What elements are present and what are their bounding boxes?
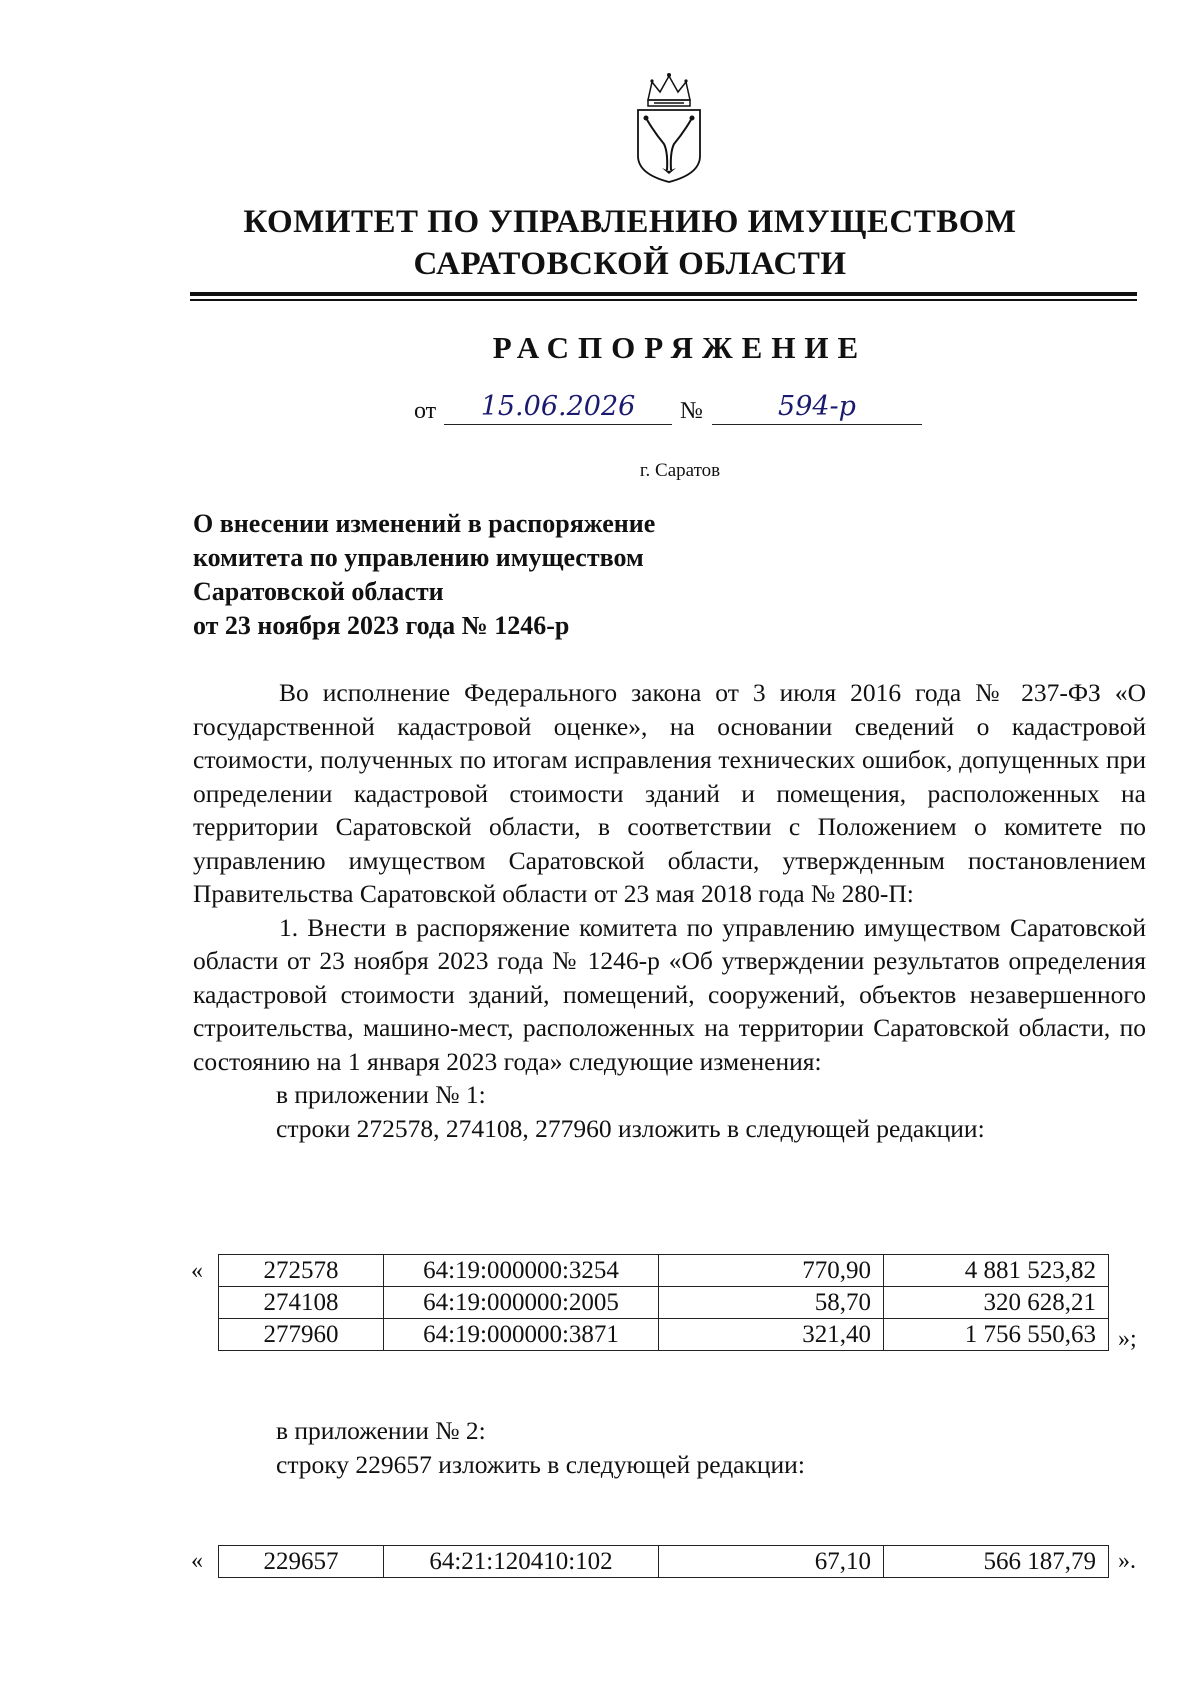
- preamble-paragraph: Во исполнение Федерального закона от 3 июля 2016 года № 237-ФЗ «О государственной кадастровой оценке», на основании сведений о кадастровой стоимости, полученных по итогам исправления технических ошибок, допущенных при определении кадастровой стоимости зданий и помещения, расположенных на территории Саратовской области, в соответствии с Положением о комитете по управлению имуществом Саратовской области, утвержденным постановлением Правительства Саратовской области от 23 мая 2018 года № 280-П:: [193, 678, 1146, 908]
- appendix-1-table: [218, 1254, 1109, 1351]
- table-row: [219, 1319, 1109, 1351]
- table-cell: 4 881 523,82: [884, 1255, 1109, 1287]
- city: г. Саратов: [639, 460, 721, 481]
- number-label: №: [680, 398, 703, 424]
- appendix-2-table: [218, 1545, 1109, 1578]
- table-cell: 229657: [219, 1546, 384, 1578]
- header-rule-thin: [190, 299, 1137, 301]
- date-value: 15.06.2026: [444, 390, 672, 425]
- appendix-1-rows-label: строки 272578, 274108, 277960 изложить в следующей редакции:: [276, 1113, 985, 1143]
- open-quote: «: [191, 1258, 203, 1284]
- appendix-1-label: в приложении № 1:: [276, 1080, 486, 1109]
- table-cell: 321,40: [659, 1319, 884, 1351]
- table-cell: 64:21:120410:102: [384, 1546, 659, 1578]
- number-value: 594-р: [712, 390, 922, 425]
- table-cell: 274108: [219, 1287, 384, 1319]
- appendix-2-label: в приложении № 2:: [276, 1416, 486, 1445]
- saratov-coat-of-arms-icon: [634, 70, 704, 185]
- table-cell: 64:19:000000:3871: [384, 1319, 659, 1351]
- table-cell: 770,90: [659, 1255, 884, 1287]
- document-body: [193, 676, 1146, 1145]
- table-row: [219, 1546, 1109, 1578]
- appendix-2-text: [193, 1414, 1146, 1481]
- open-quote: «: [191, 1548, 203, 1574]
- committee-title-line2: САРАТОВСКОЙ ОБЛАСТИ: [413, 246, 847, 282]
- table-row: [219, 1287, 1109, 1319]
- subject: [193, 507, 655, 643]
- table-cell: 67,10: [659, 1546, 884, 1578]
- table-cell: 272578: [219, 1255, 384, 1287]
- document-type: РАСПОРЯЖЕНИЕ: [492, 330, 868, 365]
- close-quote: ».: [1118, 1548, 1136, 1574]
- table-row: [219, 1255, 1109, 1287]
- close-quote: »;: [1118, 1326, 1137, 1352]
- committee-title-line1: КОМИТЕТ ПО УПРАВЛЕНИЮ ИМУЩЕСТВОМ: [243, 204, 1017, 240]
- table-cell: 64:19:000000:3254: [384, 1255, 659, 1287]
- subject-line: Саратовской области: [193, 577, 444, 606]
- header-rule-thick: [190, 292, 1137, 296]
- item-1-paragraph: 1. Внести в распоряжение комитета по управлению имуществом Саратовской области от 23 ноября 2023 года № 1246-р «Об утверждении результатов определения кадастровой стоимости зданий, помещений, сооружений, объектов незавершенного строительства, машино-мест, расположенных на территории Саратовской области, по состоянию на 1 января 2023 года» следующие изменения:: [193, 912, 1146, 1076]
- subject-line: от 23 ноября 2023 года № 1246-р: [193, 611, 570, 640]
- table-cell: 1 756 550,63: [884, 1319, 1109, 1351]
- table-cell: 58,70: [659, 1287, 884, 1319]
- table-cell: 277960: [219, 1319, 384, 1351]
- date-label: от: [414, 398, 437, 424]
- table-cell: 320 628,21: [884, 1287, 1109, 1319]
- table-cell: 566 187,79: [884, 1546, 1109, 1578]
- appendix-2-rows-label: строку 229657 изложить в следующей редакции:: [276, 1449, 805, 1479]
- table-cell: 64:19:000000:2005: [384, 1287, 659, 1319]
- subject-line: О внесении изменений в распоряжение: [193, 509, 656, 538]
- subject-line: комитета по управлению имуществом: [193, 543, 644, 572]
